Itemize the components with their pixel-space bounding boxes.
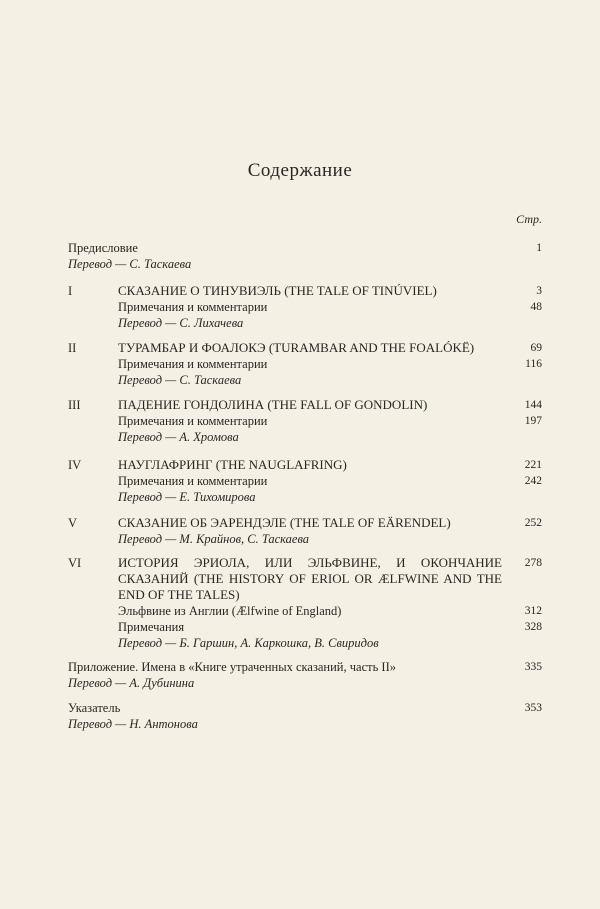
entry-translator: Перевод — С. Таскаева (68, 257, 192, 271)
entry-subpage: 312 (524, 605, 542, 617)
entry-subtitle: Примечания и комментарии (118, 474, 268, 488)
entry-page: 252 (524, 517, 542, 529)
chapter-number: II (68, 341, 77, 355)
entry-subpage: 242 (524, 475, 542, 487)
toc-entry-index[interactable] (68, 700, 542, 732)
entry-subtitle: Примечания и комментарии (118, 357, 268, 371)
entry-page: 69 (530, 342, 542, 354)
toc-entry-preface[interactable] (68, 240, 542, 272)
entry-subpage: 197 (524, 415, 542, 427)
entry-subpage: 116 (525, 358, 542, 370)
entry-translator: Перевод — Б. Гаршин, А. Каркошка, В. Свиридов (118, 636, 379, 650)
entry-page: 278 (524, 557, 542, 569)
entry-subtitle: Эльфвине из Англии (Ælfwine of England) (118, 604, 342, 618)
entry-title: ИСТОРИЯ ЭРИОЛА, ИЛИ ЭЛЬФВИНЕ, И ОКОНЧАНИЕ СКАЗАНИЙ (THE HISTORY OF ERIOL OR ÆLFWINE AND THE END OF THE TALES) (118, 555, 502, 602)
entry-subpage: 48 (530, 301, 542, 313)
toc-entry-chapter-4[interactable] (68, 457, 542, 505)
entry-title: Указатель (68, 701, 121, 715)
entry-title: СКАЗАНИЕ О ТИНУВИЭЛЬ (THE TALE OF TINÚVIEL) (118, 283, 437, 298)
chapter-number: IV (68, 458, 82, 472)
entry-page: 1 (536, 242, 542, 254)
entry-translator: Перевод — С. Таскаева (118, 373, 242, 387)
entry-translator: Перевод — А. Хромова (118, 430, 239, 444)
entry-subtitle: Примечания и комментарии (118, 414, 268, 428)
chapter-number: VI (68, 556, 82, 570)
chapter-number: V (68, 516, 78, 530)
toc-entry-chapter-1[interactable] (68, 283, 542, 331)
entry-translator: Перевод — С. Лихачева (118, 316, 244, 330)
entry-title: СКАЗАНИЕ ОБ ЭАРЕНДЭЛЕ (THE TALE OF EÄRENDEL) (118, 515, 451, 530)
toc-entry-chapter-2[interactable] (68, 340, 542, 388)
entry-subtitle: Примечания и комментарии (118, 300, 268, 314)
entry-title: Предисловие (68, 241, 138, 255)
entry-title: ПАДЕНИЕ ГОНДОЛИНА (THE FALL OF GONDOLIN) (118, 397, 428, 412)
entry-page: 353 (524, 702, 542, 714)
entry-page: 221 (524, 459, 542, 471)
entry-page: 3 (536, 285, 542, 297)
entry-page: 335 (524, 661, 542, 673)
entry-translator: Перевод — Е. Тихомирова (118, 490, 256, 504)
entry-subtitle-2: Примечания (118, 620, 185, 634)
toc-entry-chapter-5[interactable] (68, 515, 542, 547)
toc-entry-appendix[interactable] (68, 659, 542, 691)
entry-translator: Перевод — М. Крайнов, С. Таскаева (118, 532, 310, 546)
page-title: Содержание (247, 160, 353, 181)
chapter-number: I (68, 284, 73, 298)
entry-page: 144 (524, 399, 542, 411)
entry-title: Приложение. Имена в «Книге утраченных сказаний, часть II» (68, 660, 396, 674)
page-column-label: Стр. (516, 212, 542, 226)
entry-title: ТУРАМБАР И ФОАЛОКЭ (TURAMBAR AND THE FOALÓKË) (118, 340, 475, 355)
entry-translator: Перевод — Н. Антонова (68, 717, 198, 731)
chapter-number: III (68, 398, 81, 412)
entry-translator: Перевод — А. Дубинина (68, 676, 195, 690)
toc-entry-chapter-3[interactable] (68, 397, 542, 445)
entry-title: НАУГЛАФРИНГ (THE NAUGLAFRING) (118, 457, 347, 472)
toc-entry-chapter-6[interactable] (68, 555, 542, 651)
entry-subpage-2: 328 (524, 621, 542, 633)
